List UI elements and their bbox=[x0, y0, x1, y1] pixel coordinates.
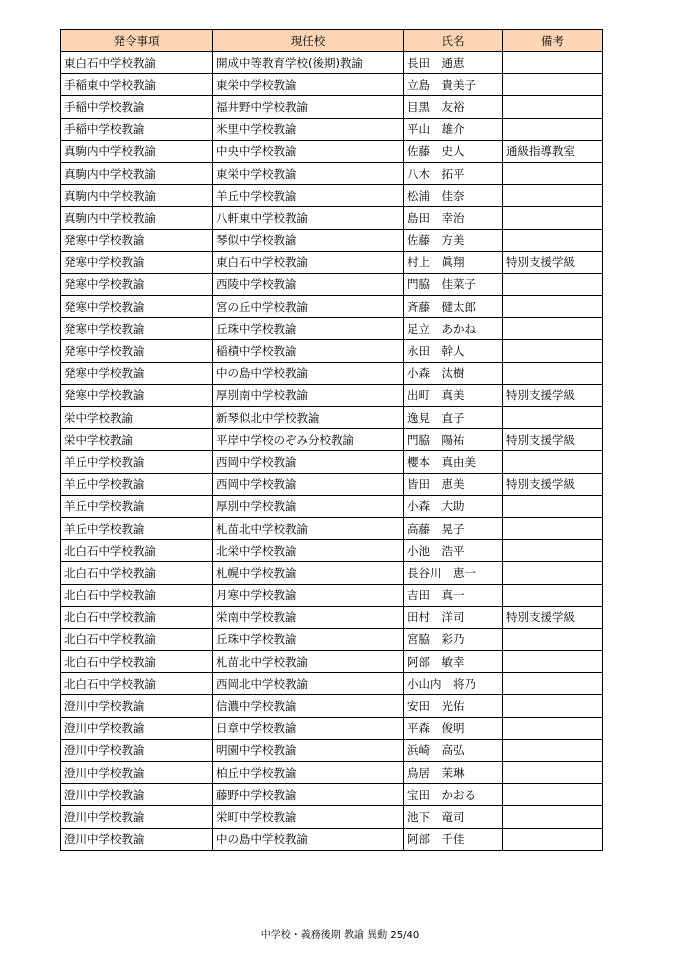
appointment-cell: 澄川中学校教諭 bbox=[61, 695, 213, 717]
name-cell: 高藤 晃子 bbox=[404, 517, 503, 539]
footer-category: 中学校・義務後期 bbox=[260, 930, 341, 941]
table-row bbox=[61, 495, 603, 517]
appointment-cell: 手稲東中学校教諭 bbox=[61, 74, 213, 96]
name-cell: 小山内 将乃 bbox=[404, 673, 503, 695]
remarks-cell bbox=[503, 651, 603, 673]
table-row bbox=[61, 118, 603, 140]
table-row bbox=[61, 340, 603, 362]
table-row bbox=[61, 96, 603, 118]
remarks-cell bbox=[503, 540, 603, 562]
current-school-cell: 西陵中学校教諭 bbox=[213, 273, 404, 295]
current-school-cell: 栄南中学校教諭 bbox=[213, 606, 404, 628]
name-cell: 村上 眞翔 bbox=[404, 251, 503, 273]
name-cell: 宝田 かおる bbox=[404, 784, 503, 806]
current-school-cell: 宮の丘中学校教諭 bbox=[213, 296, 404, 318]
appointment-cell: 手稲中学校教諭 bbox=[61, 96, 213, 118]
name-cell: 小森 汰樹 bbox=[404, 362, 503, 384]
appointment-cell: 北白石中学校教諭 bbox=[61, 673, 213, 695]
current-school-cell: 開成中等教育学校(後期)教諭 bbox=[213, 52, 404, 74]
table-row bbox=[61, 628, 603, 650]
personnel-table bbox=[60, 29, 603, 851]
current-school-cell: 柏丘中学校教諭 bbox=[213, 762, 404, 784]
name-cell: 阿部 敏幸 bbox=[404, 651, 503, 673]
appointment-cell: 発寒中学校教諭 bbox=[61, 273, 213, 295]
table-row bbox=[61, 517, 603, 539]
current-school-cell: 丘珠中学校教諭 bbox=[213, 628, 404, 650]
remarks-cell bbox=[503, 229, 603, 251]
remarks-cell bbox=[503, 828, 603, 850]
appointment-cell: 北白石中学校教諭 bbox=[61, 562, 213, 584]
table-row bbox=[61, 673, 603, 695]
name-cell: 小池 浩平 bbox=[404, 540, 503, 562]
current-school-cell: 丘珠中学校教諭 bbox=[213, 318, 404, 340]
name-cell: 逸見 直子 bbox=[404, 407, 503, 429]
appointment-cell: 澄川中学校教諭 bbox=[61, 806, 213, 828]
appointment-cell: 北白石中学校教諭 bbox=[61, 540, 213, 562]
remarks-cell bbox=[503, 362, 603, 384]
table-row bbox=[61, 784, 603, 806]
current-school-cell: 東栄中学校教諭 bbox=[213, 162, 404, 184]
table-row bbox=[61, 162, 603, 184]
table-row bbox=[61, 606, 603, 628]
appointment-cell: 発寒中学校教諭 bbox=[61, 384, 213, 406]
current-school-cell: 明園中学校教諭 bbox=[213, 739, 404, 761]
current-school-cell: 稲積中学校教諭 bbox=[213, 340, 404, 362]
remarks-cell bbox=[503, 562, 603, 584]
name-cell: 平森 俊明 bbox=[404, 717, 503, 739]
table-row bbox=[61, 806, 603, 828]
appointment-cell: 真駒内中学校教諭 bbox=[61, 185, 213, 207]
table-header-row bbox=[61, 30, 603, 52]
appointment-cell: 羊丘中学校教諭 bbox=[61, 495, 213, 517]
table-row bbox=[61, 407, 603, 429]
appointment-cell: 栄中学校教諭 bbox=[61, 429, 213, 451]
table-row bbox=[61, 562, 603, 584]
remarks-cell bbox=[503, 584, 603, 606]
name-cell: 門脇 陽祐 bbox=[404, 429, 503, 451]
name-cell: 永田 幹人 bbox=[404, 340, 503, 362]
table-row bbox=[61, 828, 603, 850]
appointment-cell: 発寒中学校教諭 bbox=[61, 229, 213, 251]
name-cell: 平山 雄介 bbox=[404, 118, 503, 140]
table-row bbox=[61, 207, 603, 229]
table-row bbox=[61, 651, 603, 673]
appointment-cell: 澄川中学校教諭 bbox=[61, 717, 213, 739]
appointment-cell: 栄中学校教諭 bbox=[61, 407, 213, 429]
remarks-cell bbox=[503, 118, 603, 140]
header-name: 氏名 bbox=[404, 30, 503, 52]
name-cell: 小森 大助 bbox=[404, 495, 503, 517]
current-school-cell: 琴似中学校教諭 bbox=[213, 229, 404, 251]
name-cell: 松浦 佳奈 bbox=[404, 185, 503, 207]
page-footer bbox=[0, 930, 680, 942]
remarks-cell bbox=[503, 74, 603, 96]
remarks-cell bbox=[503, 717, 603, 739]
table-row bbox=[61, 762, 603, 784]
remarks-cell bbox=[503, 52, 603, 74]
table-row bbox=[61, 185, 603, 207]
remarks-cell bbox=[503, 739, 603, 761]
remarks-cell bbox=[503, 762, 603, 784]
remarks-cell bbox=[503, 806, 603, 828]
current-school-cell: 日章中学校教諭 bbox=[213, 717, 404, 739]
current-school-cell: 西岡中学校教諭 bbox=[213, 473, 404, 495]
appointment-cell: 発寒中学校教諭 bbox=[61, 251, 213, 273]
table-row bbox=[61, 52, 603, 74]
name-cell: 佐藤 方美 bbox=[404, 229, 503, 251]
current-school-cell: 福井野中学校教諭 bbox=[213, 96, 404, 118]
current-school-cell: 月寒中学校教諭 bbox=[213, 584, 404, 606]
table-row bbox=[61, 251, 603, 273]
current-school-cell: 厚別中学校教諭 bbox=[213, 495, 404, 517]
appointment-cell: 澄川中学校教諭 bbox=[61, 739, 213, 761]
appointment-cell: 澄川中学校教諭 bbox=[61, 762, 213, 784]
name-cell: 鳥居 茉琳 bbox=[404, 762, 503, 784]
appointment-cell: 発寒中学校教諭 bbox=[61, 362, 213, 384]
name-cell: 目黒 友裕 bbox=[404, 96, 503, 118]
appointment-cell: 東白石中学校教諭 bbox=[61, 52, 213, 74]
name-cell: 門脇 佳菜子 bbox=[404, 273, 503, 295]
appointment-cell: 北白石中学校教諭 bbox=[61, 606, 213, 628]
appointment-cell: 北白石中学校教諭 bbox=[61, 628, 213, 650]
appointment-cell: 澄川中学校教諭 bbox=[61, 828, 213, 850]
current-school-cell: 米里中学校教諭 bbox=[213, 118, 404, 140]
current-school-cell: 羊丘中学校教諭 bbox=[213, 185, 404, 207]
current-school-cell: 藤野中学校教諭 bbox=[213, 784, 404, 806]
name-cell: 宮脇 彩乃 bbox=[404, 628, 503, 650]
remarks-cell bbox=[503, 273, 603, 295]
table-row bbox=[61, 296, 603, 318]
name-cell: 斉藤 健太郎 bbox=[404, 296, 503, 318]
page-number: 25/40 bbox=[390, 930, 420, 941]
remarks-cell: 特別支援学級 bbox=[503, 384, 603, 406]
name-cell: 皆田 恵美 bbox=[404, 473, 503, 495]
appointment-cell: 発寒中学校教諭 bbox=[61, 296, 213, 318]
remarks-cell: 特別支援学級 bbox=[503, 473, 603, 495]
name-cell: 吉田 真一 bbox=[404, 584, 503, 606]
remarks-cell bbox=[503, 517, 603, 539]
appointment-cell: 羊丘中学校教諭 bbox=[61, 451, 213, 473]
table-row bbox=[61, 584, 603, 606]
header-current-school: 現任校 bbox=[213, 30, 404, 52]
name-cell: 浜崎 高弘 bbox=[404, 739, 503, 761]
appointment-cell: 北白石中学校教諭 bbox=[61, 584, 213, 606]
name-cell: 島田 幸治 bbox=[404, 207, 503, 229]
table-row bbox=[61, 451, 603, 473]
remarks-cell bbox=[503, 318, 603, 340]
appointment-cell: 真駒内中学校教諭 bbox=[61, 140, 213, 162]
table-row bbox=[61, 429, 603, 451]
appointment-cell: 発寒中学校教諭 bbox=[61, 340, 213, 362]
remarks-cell bbox=[503, 407, 603, 429]
current-school-cell: 中央中学校教諭 bbox=[213, 140, 404, 162]
name-cell: 長谷川 恵一 bbox=[404, 562, 503, 584]
current-school-cell: 平岸中学校のぞみ分校教諭 bbox=[213, 429, 404, 451]
name-cell: 安田 光佑 bbox=[404, 695, 503, 717]
appointment-cell: 真駒内中学校教諭 bbox=[61, 207, 213, 229]
appointment-cell: 澄川中学校教諭 bbox=[61, 784, 213, 806]
appointment-cell: 発寒中学校教諭 bbox=[61, 318, 213, 340]
remarks-cell bbox=[503, 207, 603, 229]
header-appointment: 発令事項 bbox=[61, 30, 213, 52]
remarks-cell bbox=[503, 495, 603, 517]
current-school-cell: 東栄中学校教諭 bbox=[213, 74, 404, 96]
table-row bbox=[61, 362, 603, 384]
current-school-cell: 西岡中学校教諭 bbox=[213, 451, 404, 473]
remarks-cell: 特別支援学級 bbox=[503, 251, 603, 273]
remarks-cell bbox=[503, 162, 603, 184]
table-row bbox=[61, 140, 603, 162]
current-school-cell: 札苗北中学校教諭 bbox=[213, 517, 404, 539]
name-cell: 八木 拓平 bbox=[404, 162, 503, 184]
name-cell: 出町 真美 bbox=[404, 384, 503, 406]
footer-title: 教諭 異動 bbox=[343, 930, 388, 941]
current-school-cell: 札幌中学校教諭 bbox=[213, 562, 404, 584]
remarks-cell bbox=[503, 185, 603, 207]
remarks-cell bbox=[503, 296, 603, 318]
remarks-cell bbox=[503, 673, 603, 695]
current-school-cell: 西岡北中学校教諭 bbox=[213, 673, 404, 695]
remarks-cell bbox=[503, 628, 603, 650]
current-school-cell: 北栄中学校教諭 bbox=[213, 540, 404, 562]
current-school-cell: 札苗北中学校教諭 bbox=[213, 651, 404, 673]
name-cell: 長田 通恵 bbox=[404, 52, 503, 74]
table-row bbox=[61, 229, 603, 251]
name-cell: 池下 竜司 bbox=[404, 806, 503, 828]
header-remarks: 備考 bbox=[503, 30, 603, 52]
current-school-cell: 中の島中学校教諭 bbox=[213, 828, 404, 850]
appointment-cell: 羊丘中学校教諭 bbox=[61, 473, 213, 495]
table-row bbox=[61, 695, 603, 717]
table-row bbox=[61, 318, 603, 340]
current-school-cell: 中の島中学校教諭 bbox=[213, 362, 404, 384]
current-school-cell: 栄町中学校教諭 bbox=[213, 806, 404, 828]
remarks-cell bbox=[503, 96, 603, 118]
current-school-cell: 新琴似北中学校教諭 bbox=[213, 407, 404, 429]
table-row bbox=[61, 473, 603, 495]
remarks-cell: 特別支援学級 bbox=[503, 429, 603, 451]
remarks-cell: 通級指導教室 bbox=[503, 140, 603, 162]
table-row bbox=[61, 74, 603, 96]
name-cell: 櫻本 真由美 bbox=[404, 451, 503, 473]
name-cell: 足立 あかね bbox=[404, 318, 503, 340]
appointment-cell: 羊丘中学校教諭 bbox=[61, 517, 213, 539]
name-cell: 阿部 千佳 bbox=[404, 828, 503, 850]
remarks-cell bbox=[503, 695, 603, 717]
remarks-cell bbox=[503, 784, 603, 806]
name-cell: 田村 洋司 bbox=[404, 606, 503, 628]
current-school-cell: 信濃中学校教諭 bbox=[213, 695, 404, 717]
remarks-cell bbox=[503, 451, 603, 473]
appointment-cell: 真駒内中学校教諭 bbox=[61, 162, 213, 184]
table-row bbox=[61, 273, 603, 295]
table-row bbox=[61, 717, 603, 739]
name-cell: 立島 貴美子 bbox=[404, 74, 503, 96]
table-row bbox=[61, 540, 603, 562]
name-cell: 佐藤 史人 bbox=[404, 140, 503, 162]
table-row bbox=[61, 384, 603, 406]
table-row bbox=[61, 739, 603, 761]
current-school-cell: 東白石中学校教諭 bbox=[213, 251, 404, 273]
appointment-cell: 北白石中学校教諭 bbox=[61, 651, 213, 673]
remarks-cell: 特別支援学級 bbox=[503, 606, 603, 628]
current-school-cell: 厚別南中学校教諭 bbox=[213, 384, 404, 406]
appointment-cell: 手稲中学校教諭 bbox=[61, 118, 213, 140]
remarks-cell bbox=[503, 340, 603, 362]
current-school-cell: 八軒東中学校教諭 bbox=[213, 207, 404, 229]
